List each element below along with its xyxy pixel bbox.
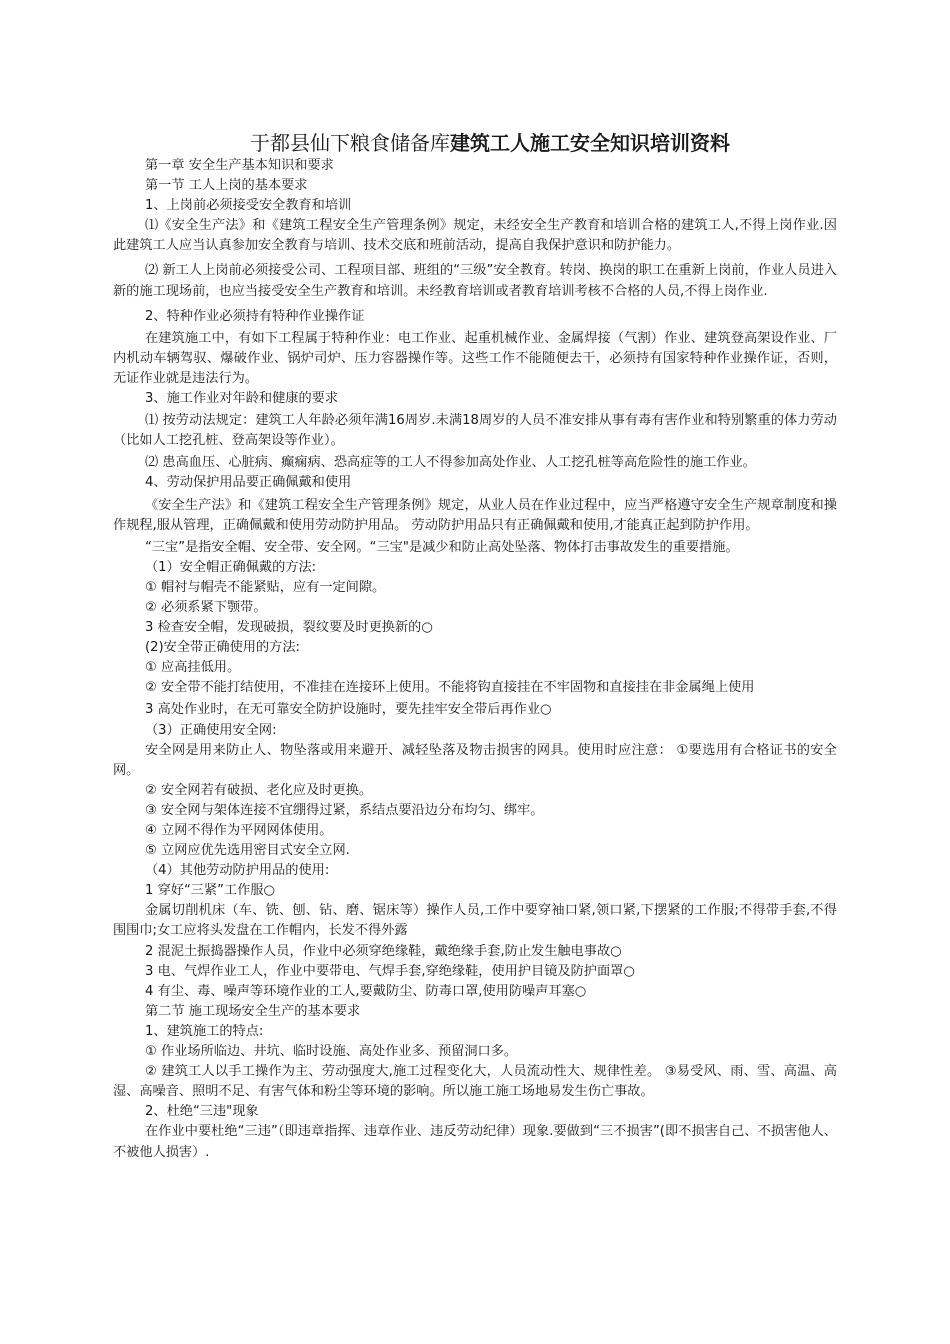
list-item: ② 安全带不能打结使用，不准挂在连接环上使用。不能将钩直接挂在不牢固物和直接挂在非金属绳上使用: [145, 680, 755, 696]
list-item: ② 安全网若有破损、老化应及时更换。: [145, 782, 373, 798]
paragraph: （4）其他劳动防护用品的使用:: [145, 863, 330, 879]
item-heading: 1、建筑施工的特点:: [145, 1023, 264, 1039]
paragraph: 《安全生产法》和《建筑工程安全生产管理条例》规定，从业人员在作业过程中，应当严格遵守安全生产规章制度和操作规程,服从管理，正确佩戴和使用劳动防护用品。 劳动防护用品只有正确佩戴和使用,才能真正起到防护作用。: [113, 497, 837, 533]
item-heading: 4、劳动保护用品要正确佩戴和使用: [145, 475, 352, 491]
document-body: [113, 156, 837, 1163]
paragraph: 在作业中要杜绝“三违”（即违章指挥、违章作业、违反劳动纪律）现象.要做到“三不损害”(即不损害自己、不损害他人、不被他人损害）.: [113, 1124, 837, 1160]
list-item: ④ 立网不得作为平网网体使用。: [145, 823, 333, 838]
chapter-heading: 第一章 安全生产基本知识和要求: [145, 158, 334, 173]
item-heading: 1、上岗前必须接受安全教育和培训: [145, 198, 352, 214]
paragraph: （1）安全帽正确佩戴的方法:: [145, 559, 317, 575]
list-item: 3 检查安全帽，发现破损，裂纹要及时更换新的○: [145, 620, 433, 636]
list-item: ② 必须系紧下颚带。: [145, 599, 267, 615]
list-item: ① 应高挂低用。: [145, 660, 241, 676]
paragraph: ⑵ 患高血压、心脏病、癫痫病、恐高症等的工人不得参加高处作业、人工挖孔桩等高危险性的施工作业。: [145, 455, 756, 471]
paragraph: ⑵ 新工人上岗前必须接受公司、工程项目部、班组的“三级”安全教育。转岗、换岗的职工在重新上岗前，作业人员进入新的施工现场前，也应当接受安全生产教育和培训。未经教育培训或者教育培训考核不合格的人员,不得上岗作业.: [113, 263, 837, 299]
list-item: ① 作业场所临边、井坑、临时设施、高处作业多、预留洞口多。: [145, 1044, 518, 1060]
list-item: ⑤ 立网应优先选用密目式安全立网.: [145, 843, 350, 859]
paragraph: ⑴ 按劳动法规定：建筑工人年龄必须年满16周岁.未满18周岁的人员不准安排从事有毒有害作业和特别繁重的体力劳动（比如人工挖孔桩、登高架设等作业）。: [113, 413, 837, 449]
item-heading: 3、施工作业对年龄和健康的要求: [145, 391, 339, 407]
title-main: 建筑工人施工安全知识培训资料: [450, 131, 730, 155]
item-heading: 2、杜绝“三违"现象: [145, 1104, 259, 1120]
paragraph: 安全网是用来防止人、物坠落或用来避开、减轻坠落及物击损害的网具。使用时应注意： ①要选用有合格证书的安全网。: [113, 742, 837, 778]
list-item: 4 有尘、毒、噪声等环境作业的工人,要戴防尘、防毒口罩,使用防噪声耳塞○: [145, 983, 587, 999]
section-heading: 第一节 工人上岗的基本要求: [145, 178, 308, 194]
paragraph: ⑴《安全生产法》和《建筑工程安全生产管理条例》规定，未经安全生产教育和培训合格的建筑工人,不得上岗作业.因此建筑工人应当认真参加安全教育与培训、技术交底和班前活动，提高自我保护意识和防护能力。: [113, 218, 837, 254]
item-heading: 2、特种作业必须持有特种作业操作证: [145, 308, 365, 324]
paragraph: (2)安全带正确使用的方法:: [145, 640, 300, 656]
paragraph: 金属切削机床（车、铣、刨、钻、磨、锯床等）操作人员,工作中要穿袖口紧,领口紧,下摆紧的工作服;不得带手套,不得围围巾;女工应将头发盘在工作帽内，长发不得外露: [113, 903, 837, 939]
list-item: ① 帽衬与帽壳不能紧贴，应有一定间隙。: [145, 579, 386, 595]
title-prefix: 于都县仙下粮食储备库: [250, 131, 450, 155]
list-item: 3 电、气焊作业工人，作业中要带电、气焊手套,穿绝缘鞋，使用护目镜及防护面罩○: [145, 963, 635, 979]
list-item: 1 穿好“三紧”工作服○: [145, 883, 276, 899]
section-heading: 第二节 施工现场安全生产的基本要求: [145, 1003, 361, 1019]
list-item: ③ 安全网与架体连接不宜绷得过紧，系结点要沿边分布均匀、绑牢。: [145, 802, 544, 818]
document-title: [0, 130, 950, 156]
paragraph: 在建筑施工中，有如下工程属于特种作业：电工作业、起重机械作业、金属焊接（气割）作业、建筑登高架设作业、厂内机动车辆驾驭、爆破作业、锅炉司炉、压力容器操作等。这些工作不能随便去干，必须持有国家特种作业操作证，否则，无证作业就是违法行为。: [113, 330, 837, 386]
paragraph: ② 建筑工人以手工操作为主、劳动强度大,施工过程变化大，人员流动性大、规律性差。 ③易受风、雨、雪、高温、高湿、高噪音、照明不足、有害气体和粉尘等环境的影响。所以施工施工场地易发生伤亡事故。: [113, 1064, 837, 1100]
list-item: 2 混泥土振捣器操作人员，作业中必须穿绝缘鞋，戴绝缘手套,防止发生触电事故○: [145, 943, 622, 959]
paragraph: “三宝”是指安全帽、安全带、安全网。“三宝"是减少和防止高处坠落、物体打击事故发生的重要措施。: [145, 539, 739, 555]
paragraph: （3）正确使用安全网:: [145, 722, 277, 738]
list-item: 3 高处作业时，在无可靠安全防护设施时，要先挂牢安全带后再作业○: [145, 702, 552, 718]
